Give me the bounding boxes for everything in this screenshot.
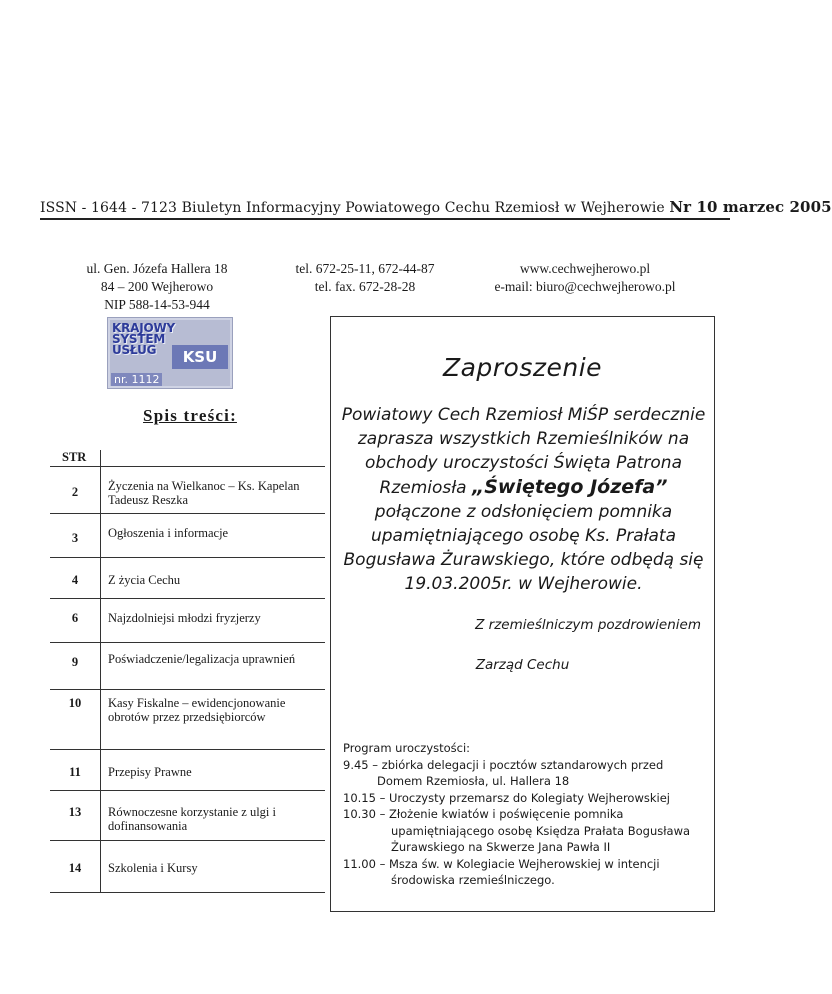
program-list bbox=[343, 740, 713, 889]
toc-page: 13 bbox=[68, 805, 82, 819]
email-link[interactable]: e-mail: biuro@cechwejherowo.pl bbox=[494, 279, 676, 294]
invitation-box bbox=[330, 316, 715, 912]
program-item: Domem Rzemiosła, ul. Hallera 18 bbox=[377, 774, 570, 788]
toc-page: 9 bbox=[71, 655, 79, 669]
address-line: 84 – 200 Wejherowo bbox=[100, 279, 214, 294]
toc-title: Spis treści: bbox=[143, 406, 237, 425]
program-item: 11.00 – Msza św. w Kolegiacie Wejherowskiej w intencji bbox=[343, 856, 660, 871]
toc-entry: Kasy Fiskalne – ewidencjonowanie obrotów przez przedsiębiorców bbox=[108, 696, 286, 724]
toc-entry: Szkolenia i Kursy bbox=[108, 861, 198, 875]
invitation-title: Zaproszenie bbox=[442, 353, 603, 382]
table-row[interactable] bbox=[50, 514, 325, 558]
toc-entry: Równoczesne korzystanie z ulgi i dofinansowania bbox=[108, 805, 277, 833]
toc-page: 6 bbox=[71, 611, 79, 625]
table-row[interactable] bbox=[50, 690, 325, 750]
toc-entry: Ogłoszenia i informacje bbox=[108, 526, 229, 540]
invitation-text-end: połączone z odsłonięciem pomnika upamiętniającego osobę Ks. Prałata Bogusława Żurawskiego, które odbędą się 19.03.2005r. w Wejherowie. bbox=[343, 502, 704, 594]
table-row[interactable] bbox=[50, 558, 325, 599]
invitation-text: Powiatowy Cech Rzemiosł MiŚP serdecznie zaprasza wszystkich Rzemieślników na obchody uroczystości Święta Patrona Rzemiosła bbox=[341, 405, 706, 498]
toc-entry: Przepisy Prawne bbox=[108, 765, 192, 779]
table-row[interactable] bbox=[50, 467, 325, 514]
program-item: upamiętniającego osobę Księdza Prałata Bogusława bbox=[391, 823, 691, 838]
toc-page: 11 bbox=[69, 765, 81, 779]
patron-name: „Świętego Józefa” bbox=[471, 476, 668, 498]
phone-line: tel. 672-25-11, 672-44-87 bbox=[295, 261, 435, 276]
program-title: Program uroczystości: bbox=[343, 741, 471, 755]
signature: Zarząd Cechu bbox=[475, 657, 570, 673]
table-row[interactable] bbox=[50, 750, 325, 791]
bulletin-title: Biuletyn Informacyjny Powiatowego Cechu Rzemiosł w Wejherowie bbox=[181, 200, 665, 216]
toc-header-label: STR bbox=[62, 450, 87, 464]
table-row[interactable] bbox=[50, 791, 325, 841]
toc-entry: Z życia Cechu bbox=[108, 573, 181, 587]
logo-badge: KSU bbox=[172, 345, 228, 369]
invitation-body bbox=[339, 403, 708, 596]
table-row[interactable] bbox=[50, 841, 325, 893]
table-row[interactable] bbox=[50, 599, 325, 643]
logo-number: nr. 1112 bbox=[111, 373, 162, 386]
fax-line: tel. fax. 672-28-28 bbox=[314, 279, 416, 294]
issue-number: Nr 10 marzec 2005 bbox=[669, 198, 832, 216]
toc-entry: Życzenia na Wielkanoc – Ks. Kapelan Tadeusz Reszka bbox=[108, 479, 300, 507]
logo-text: KRAJOWY SYSTEM USŁUG bbox=[112, 321, 176, 357]
ksu-logo bbox=[107, 317, 233, 389]
address-line: ul. Gen. Józefa Hallera 18 bbox=[86, 261, 228, 276]
toc-page: 3 bbox=[71, 531, 79, 545]
toc-page: 14 bbox=[68, 861, 82, 875]
phone-block bbox=[270, 260, 460, 296]
web-block bbox=[470, 260, 700, 296]
toc-entry: Najzdolniejsi młodzi fryzjerzy bbox=[108, 611, 261, 625]
address-line: NIP 588-14-53-944 bbox=[104, 297, 210, 312]
toc-header bbox=[50, 450, 325, 467]
greeting: Z rzemieślniczym pozdrowieniem bbox=[475, 617, 701, 633]
toc-entry: Poświadczenie/legalizacja uprawnień bbox=[108, 652, 296, 666]
toc-page: 4 bbox=[71, 573, 79, 587]
toc-page: 2 bbox=[71, 485, 79, 499]
toc-table bbox=[50, 450, 325, 893]
program-item: Żurawskiego na Skwerze Jana Pawła II bbox=[391, 840, 611, 854]
address-block bbox=[62, 260, 252, 314]
table-row[interactable] bbox=[50, 643, 325, 690]
masthead bbox=[40, 194, 832, 220]
program-item: środowiska rzemieślniczego. bbox=[391, 873, 555, 887]
program-item: 10.30 – Złożenie kwiatów i poświęcenie pomnika bbox=[343, 807, 624, 821]
program-item: 10.15 – Uroczysty przemarsz do Kolegiaty Wejherowskiej bbox=[343, 790, 670, 805]
program-item: 9.45 – zbiórka delegacji i pocztów sztandarowych przed bbox=[343, 757, 664, 772]
website-link[interactable]: www.cechwejherowo.pl bbox=[519, 261, 651, 276]
toc-page: 10 bbox=[68, 696, 82, 710]
issn: ISSN - 1644 - 7123 bbox=[40, 200, 178, 216]
